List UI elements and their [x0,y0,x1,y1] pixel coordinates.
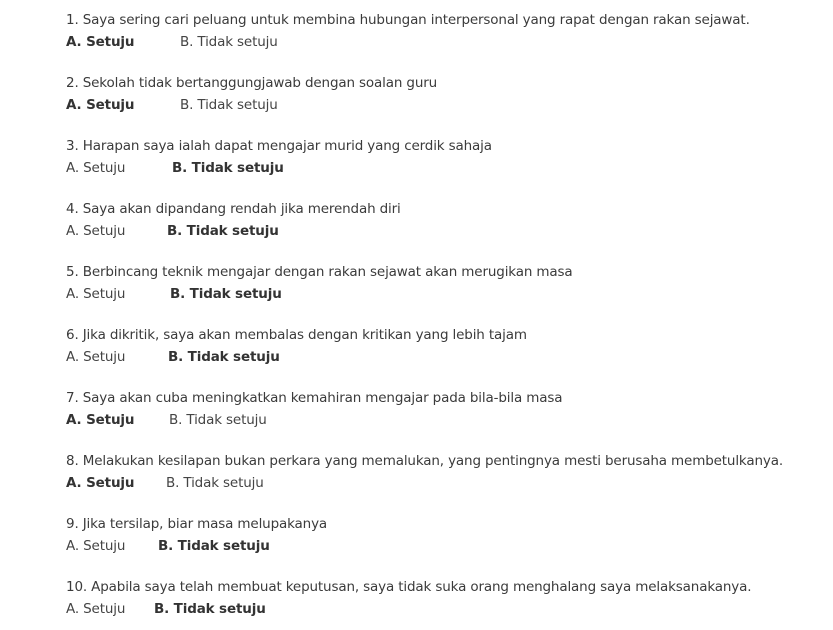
question-3 [66,137,833,177]
question-text: 5. Berbincang teknik mengajar dengan rakan sejawat akan merugikan masa [66,264,573,280]
question-5 [66,263,833,303]
question-text: 3. Harapan saya ialah dapat mengajar murid yang cerdik sahaja [66,138,492,154]
option-a[interactable]: A. Setuju [66,601,126,617]
answer-options [66,537,833,555]
option-b[interactable]: B. Tidak setuju [166,475,264,491]
option-b[interactable]: B. Tidak setuju [169,412,267,428]
question-text: 10. Apabila saya telah membuat keputusan, saya tidak suka orang menghalang saya melaksanakanya. [66,579,752,595]
question-2 [66,74,833,114]
question-4 [66,200,833,240]
option-b[interactable]: B. Tidak setuju [172,160,284,176]
answer-options [66,33,833,51]
answer-options [66,600,833,618]
option-a[interactable]: A. Setuju [66,475,135,491]
question-text: 6. Jika dikritik, saya akan membalas dengan kritikan yang lebih tajam [66,327,527,343]
answer-options [66,159,833,177]
question-text: 1. Saya sering cari peluang untuk membina hubungan interpersonal yang rapat dengan rakan sejawat. [66,12,750,28]
option-a[interactable]: A. Setuju [66,34,135,50]
question-9 [66,515,833,555]
question-text: 2. Sekolah tidak bertanggungjawab dengan soalan guru [66,75,438,91]
answer-options [66,411,833,429]
answer-options [66,474,833,492]
question-text: 8. Melakukan kesilapan bukan perkara yang memalukan, yang pentingnya mesti berusaha membetulkanya. [66,453,783,469]
answer-options [66,285,833,303]
question-1 [66,11,833,51]
answer-options [66,222,833,240]
answer-options [66,348,833,366]
option-a[interactable]: A. Setuju [66,538,126,554]
question-7 [66,389,833,429]
option-b[interactable]: B. Tidak setuju [168,349,280,365]
question-6 [66,326,833,366]
question-10 [66,578,833,618]
question-text: 7. Saya akan cuba meningkatkan kemahiran mengajar pada bila-bila masa [66,390,563,406]
answer-options [66,96,833,114]
option-a[interactable]: A. Setuju [66,160,126,176]
option-a[interactable]: A. Setuju [66,286,126,302]
option-b[interactable]: B. Tidak setuju [158,538,270,554]
question-8 [66,452,833,492]
option-a[interactable]: A. Setuju [66,349,126,365]
option-a[interactable]: A. Setuju [66,223,126,239]
option-a[interactable]: A. Setuju [66,97,135,113]
option-b[interactable]: B. Tidak setuju [154,601,266,617]
option-b[interactable]: B. Tidak setuju [180,34,278,50]
option-b[interactable]: B. Tidak setuju [167,223,279,239]
option-b[interactable]: B. Tidak setuju [180,97,278,113]
option-b[interactable]: B. Tidak setuju [170,286,282,302]
question-text: 4. Saya akan dipandang rendah jika merendah diri [66,201,401,217]
option-a[interactable]: A. Setuju [66,412,135,428]
question-text: 9. Jika tersilap, biar masa melupakanya [66,516,328,532]
